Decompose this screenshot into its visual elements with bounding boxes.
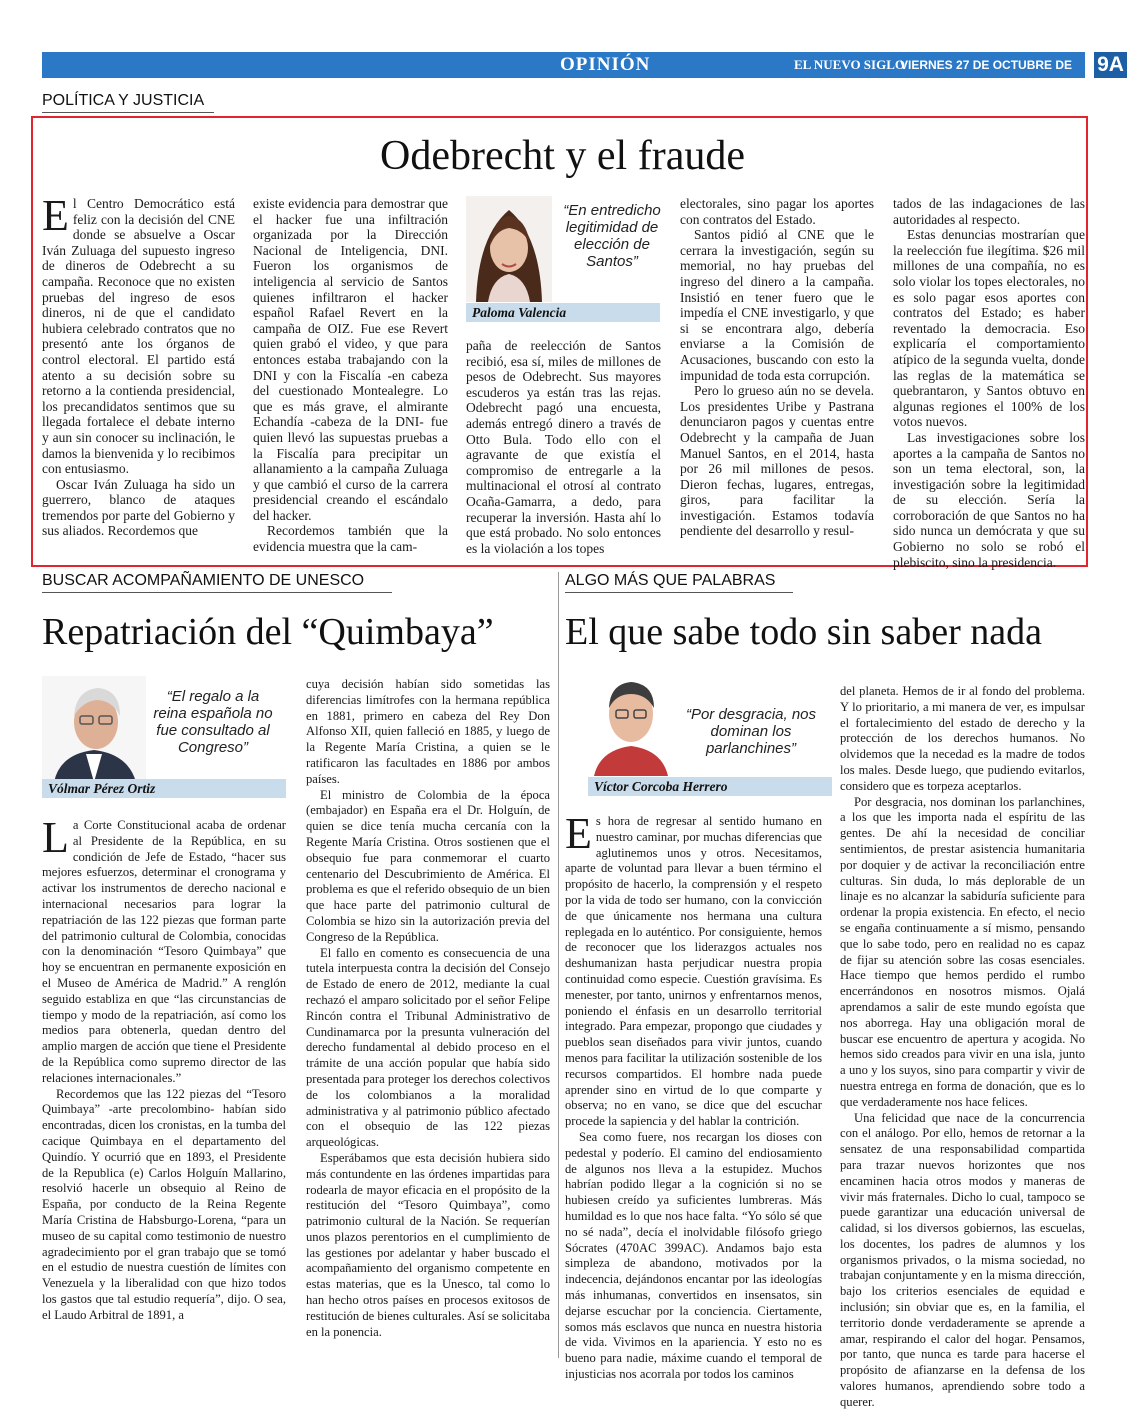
pull-quote: “El regalo a la reina española no fue consultado al Congreso”	[153, 688, 273, 756]
drop-cap: E	[565, 809, 592, 858]
column-text: tados de las indagaciones de las autoridades al respecto. Estas denuncias mostrarían que la reelección fue ilegítima. $26 mil millones de una compañía, no es solo violar los topes electorales, no es solo pagar esos aportes con contratos del Estado; es haber reventado la democracia. Eso explicaría el comportamiento atípico de la segunda vuelta, donde las reglas de la matemática se quebrantaron, y Santos obtuvo en algunas regiones el 100% de los votos nuevos. Las investigaciones sobre los aportes a la campaña de Santos no son un tema electoral, son, la investigación sobre la legitimidad de su elección. Sería la corroboración de que Santos no ha sido nunca un demócrata y que su Gobierno no solo se robó el plebiscito, sino la presidencia.	[893, 196, 1085, 570]
author-photo-volmar-perez	[42, 676, 146, 782]
article-column	[306, 677, 550, 1354]
author-name-bar: Víctor Corcoba Herrero	[588, 777, 832, 796]
section-underline	[42, 112, 214, 113]
author-name-bar: Vólmar Pérez Ortiz	[42, 779, 286, 798]
column-text: cuya decisión habían sido sometidas las diferencias limítrofes con la hermana república en 1881, primero en cabeza del Rey Don Alfonso XII, quien falleció en 1885, y luego de la Regente María Cristina, a quien se le ratificaron las facultades en 1886 por ambos países. El ministro de Colombia de la época (embajador) en España era el Dr. Holguín, de quien se dice tenía mucha cercanía con la Regente María Cristina. Otros sostienen que el obsequio fue para conmemorar el cuarto centenario del Descubrimiento de América. El problema es que el referido obsequio de un bien que hace parte del patrimonio cultural de Colombia se hizo sin la autorización previa del Congreso de la República. El fallo en comento es consecuencia de una tutela interpuesta contra la decisión del Consejo de Estado de enero de 2012, mediante la cual rechazó el amparo solicitado por el señor Felipe Rincón contra el Tribunal Administrativo de Cundinamarca por la presunta vulneración del derecho fundamental al debido proceso en el trámite de una acción popular que había sido presentada para proteger los derechos colectivos de los colombianos a la moralidad administrativa y al patrimonio público afectado con el obsequio de las 122 piezas arqueológicas. Esperábamos que esta decisión hubiera sido más contundente en las órdenes impartidas para rodearla de mayor eficacia en el propósito de la restitución del “Tesoro Quimbaya”, como patrimonio cultural de la Nación. Se requerían unos plazos perentorios en el cumplimiento de las gestiones por adelantar y haber buscado el acompañamiento del organismo competente en estas materias, que es la Unesco, tal como lo han hecho otros países en procesos exitosos de restitución de bienes culturales. Así se solicitaba en la ponencia.	[306, 677, 550, 1339]
section-label-palabras: ALGO MÁS QUE PALABRAS	[565, 572, 776, 589]
article-column	[466, 338, 661, 556]
article-column	[840, 684, 1085, 1409]
page-number: 9A	[1094, 52, 1127, 78]
newspaper-name: EL NUEVO SIGLO	[794, 57, 905, 72]
pull-quote: “Por desgracia, nos dominan los parlanchines”	[685, 706, 817, 757]
section-underline	[42, 592, 392, 593]
drop-cap: E	[42, 191, 69, 240]
pull-quote: “En entredicho legitimidad de elección de Santos”	[563, 202, 661, 270]
author-photo-paloma-valencia	[466, 196, 552, 302]
article-column	[680, 196, 874, 556]
article-column	[42, 191, 235, 556]
drop-cap: L	[42, 813, 69, 862]
column-text: a Corte Constitucional acaba de ordenar al Presidente de la República, en su condición de Jefe de Estado, “hacer sus mejores esfuerzos, determinar el cronograma y activar los instrumentos de derecho nacional e internacional necesarios para lograr la repatriación de las 122 piezas que forman parte del patrimonio cultural de Colombia, conocidas con la denominación “Tesoro Quimbaya” que hoy se encuentran en permanente exposición en el Museo de América de Madrid.” A renglón seguido establiza en que “las circunstancias de tiempo y modo de la repatriación, así como los medios para obtenerla, quedan dentro del amplio margen de acción que tiene el Presidente de la República como supremo director de las relaciones internacionales.” Recordemos que las 122 piezas del “Tesoro Quimbaya” -arte precolombino- habían sido encontradas, dicen los cronistas, en la tumba del cacique Quimbaya en el departamento del Quindío. Y ocurrió que en 1893, el Presidente de la Republica (e) Carlos Holguín Mallarino, resolvió hacerle un obsequio al Reino de España, por conducto de la Reina Regente María Cristina de Habsburgo-Lorena, “para un museo de su capital como testimonio de nuestro agradecimiento por el gran trabajo que se tomó en el estudio de nuestra cuestión de límites con Venezuela y la liberalidad con que hizo todos los gastos que tal estudio requería”, dijo. O sea, el Laudo Arbitral de 1891, a	[42, 818, 286, 1322]
article-title-odebrecht: Odebrecht y el fraude	[380, 133, 745, 179]
column-text: electorales, sino pagar los aportes con contratos del Estado. Santos pidió al CNE que le cerrara la investigación, según su memorial, no hay pruebas del ingreso del dinero a la campaña. Insistió en tener fuero que le impedía el CNE investigarlo, y que si se encontrara algo, debería enviarse a la Comisión de Acusaciones, buscando con esto la impunidad de toda esta corrupción. Pero lo grueso aún no se devela. Los presidentes Uribe y Pastrana denunciaron pagos y cuentas entre Odebrecht y la campaña de Juan Manuel Santos, en el 2014, hasta por 26 mil millones de pesos. Dieron fechas, lugares, entregas, giros, para facilitar la investigación. Estamos todavía pendiente del desarrollo y resul-	[680, 196, 874, 539]
column-text: del planeta. Hemos de ir al fondo del problema. Y lo prioritario, a mi manera de ver, es impulsar el fortalecimiento del estado de derecho y la protección de los derechos humanos. No olvidemos que la necedad es la madre de todos los males. Desde luego, que pudiendo evitarlos, considero que es torpeza aceptarlos. Por desgracia, nos dominan los parlanchines, a los que les importa nada el espíritu de las gentes. De ahí la necesidad de conciliar sentimientos, de prestar asistencia humanitaria por doquier y de activar la reconciliación entre culturas. Sin duda, lo más deplorable de un linaje es no alcanzar la sabiduría suficiente para ordenar la propia existencia. En efecto, el necio se engaña continuamente a sí mismo, pensando que lo sabe todo, pero en realidad no es capaz de fijar su atención sobre las cosas esenciales. Hace tiempo que hemos perdido el rumbo encerrándonos en nosotros mismos. Ojalá aprendamos a salir de este mundo egoísta que nos aborrega. Hay una obligación moral de buscar ese encuentro de apertura y acogida. No hemos sido creados para vivir en una isla, junto a uno y los suyos, sino para compartir y vivir de nuestra entrega en forma de donación, que es lo que verdaderamente nos hace felices. Una felicidad que nace de la concurrencia con el análogo. Por ello, hemos de retornar a la sensatez de una responsabilidad compartida para trazar nuevos horizontes que nos encaminen hacia otros modos y maneras de vivir más fraternales. Dicho lo cual, tampoco se puede garantizar una educación universal de calidad, si los diversos gobiernos, las escuelas, los docentes, los padres de alumnos y los organismos privados, o la misma sociedad, no trabajan conjuntamente y en la misma dirección, bajo los criterios esenciales de equidad e inclusión; sin obviar que es, en la familia, el territorio donde verdaderamente se aprende a amar, respirando el calor del hogar. Pensamos, por tanto, que nunca es tarde para hacerse el propósito de afianzarse en la defensa de los valores humanos, aprendiendo sobre todo a querer.	[840, 684, 1085, 1409]
column-text: existe evidencia para demostrar que el hacker fue una infiltración organizada por la Dirección Nacional de Inteligencia, DNI. Fueron los organismos de inteligencia al servicio de Santos quienes infiltraron el hacker español Rafael Revert en la campaña de OIZ. Fue ese Revert quien grabó el video, y que para entonces estaba trabajando con la DNI y con la Fiscalía -en cabeza del cuestionado Montealegre. Lo que es más grave, el almirante Echandía -cabeza de la DNI- fue quien llevó las supuestas pruebas a la Fiscalía para precipitar un allanamiento a la campaña Zuluaga y que cambió el curso de la carrera presidencial creando el escándalo del hacker. Recordemos también que la evidencia muestra que la cam-	[253, 196, 448, 555]
article-column	[893, 196, 1085, 570]
section-label-politica: POLÍTICA Y JUSTICIA	[42, 92, 205, 109]
column-divider	[558, 572, 559, 1358]
issue-date: VIERNES 27 DE OCTUBRE DE 2017	[900, 58, 1073, 98]
article-column	[253, 196, 448, 556]
article-title-sabe-todo: El que sabe todo sin saber nada	[565, 611, 1042, 653]
article-column	[565, 809, 822, 1381]
page-header-bar	[42, 52, 1124, 98]
author-photo-victor-corcoba	[588, 670, 674, 776]
section-label-unesco: BUSCAR ACOMPAÑAMIENTO DE UNESCO	[42, 572, 365, 589]
article-column	[42, 813, 286, 1354]
column-text: paña de reelección de Santos recibió, esa sí, miles de millones de pesos de Odebrecht. Sus mayores escuderos ya están tras las rejas. Odebrecht pagó una encuesta, además entregó dinero a través de Otto Bula. Todo ello con el agravante de que existía el compromiso de entregarle a la multinacional el otrosí al contrato Ocaña-Gamarra, a dedo, para recuperar la inversión. Hasta ahí lo que está probado. No solo entonces es la violación a los topes	[466, 338, 661, 556]
author-name-bar: Paloma Valencia	[466, 303, 660, 322]
column-text: l Centro Democrático está feliz con la decisión del CNE donde se absuelve a Oscar Iván Zuluaga del supuesto ingreso de dineros de Odebrecht a su campaña. Reconoce que no existen pruebas del ingreso de esos dineros, ni de que el candidato hubiera celebrado contratos que no presentó ante los órganos de control electoral. El partido está atento a su decisión sobre su retorno a la contienda presidencial, los precandidatos sentimos que su llegada fortalece el debate interno y aun sin conocer su inclinación, le damos la bienvenida y lo recibimos con entusiasmo. Oscar Iván Zuluaga ha sido un guerrero, blanco de ataques tremendos por parte del Gobierno y sus aliados. Recordemos que	[42, 196, 235, 539]
article-title-quimbaya: Repatriación del “Quimbaya”	[42, 611, 494, 653]
column-text: s hora de regresar al sentido humano en nuestro caminar, por muchas diferencias que aglutinemos unos y otros. Necesitamos, aparte de voluntad para llevar a buen término el propósito de hacerlo, la comprensión y el respeto por la vida de todo ser humano, con la convicción de que únicamente nos hermana una cultura replegada en lo auténtico. Por consiguiente, hemos de reconocer que los liderazgos actuales nos deshumanizan hasta perjudicar nuestra propia continuidad como especie. Cuestión gravísima. Es menester, por tanto, unirnos y enfrentarnos menos, poniendo el énfasis en un desarrollo territorial integrado. Para empezar, propongo que ciudades y pueblos sean diseñados para vivir juntos, cuando menos para facilitar la utilización sostenible de los recursos compartidos. El hombre nada puede aprender sino en virtud de lo que comparte y observa; no en vano, se dice que del escuchar procede la sapiencia y del hablar la contrición. Sea como fuere, nos recargan los dioses con pedestal y poderío. El camino del endiosamiento de algunos nos lleva a la estupidez. Muchos habrían podido llegar a la cognición si no se hubiesen creído ya suficientes lumbreras. Más humildad es lo que nos hace falta. “Yo sólo sé que no sé nada”, decía el inolvidable filósofo griego Sócrates (470AC 399AC). Andamos bajo esta simpleza de abandono, motivados por la indecencia, dejándonos encantar por las ideologías más inhumanas, convertidos en insensatos, sin dejarse escuchar por la conciencia. Ciertamente, somos más esclavos que nunca en nuestra historia de vida. Vivimos en la apariencia. Y esto no es bueno para nadie, máxime cuando el temporal de injusticias nos acorrala por todos los caminos	[565, 814, 822, 1381]
section-underline	[565, 592, 793, 593]
section-name: OPINIÓN	[560, 54, 651, 75]
